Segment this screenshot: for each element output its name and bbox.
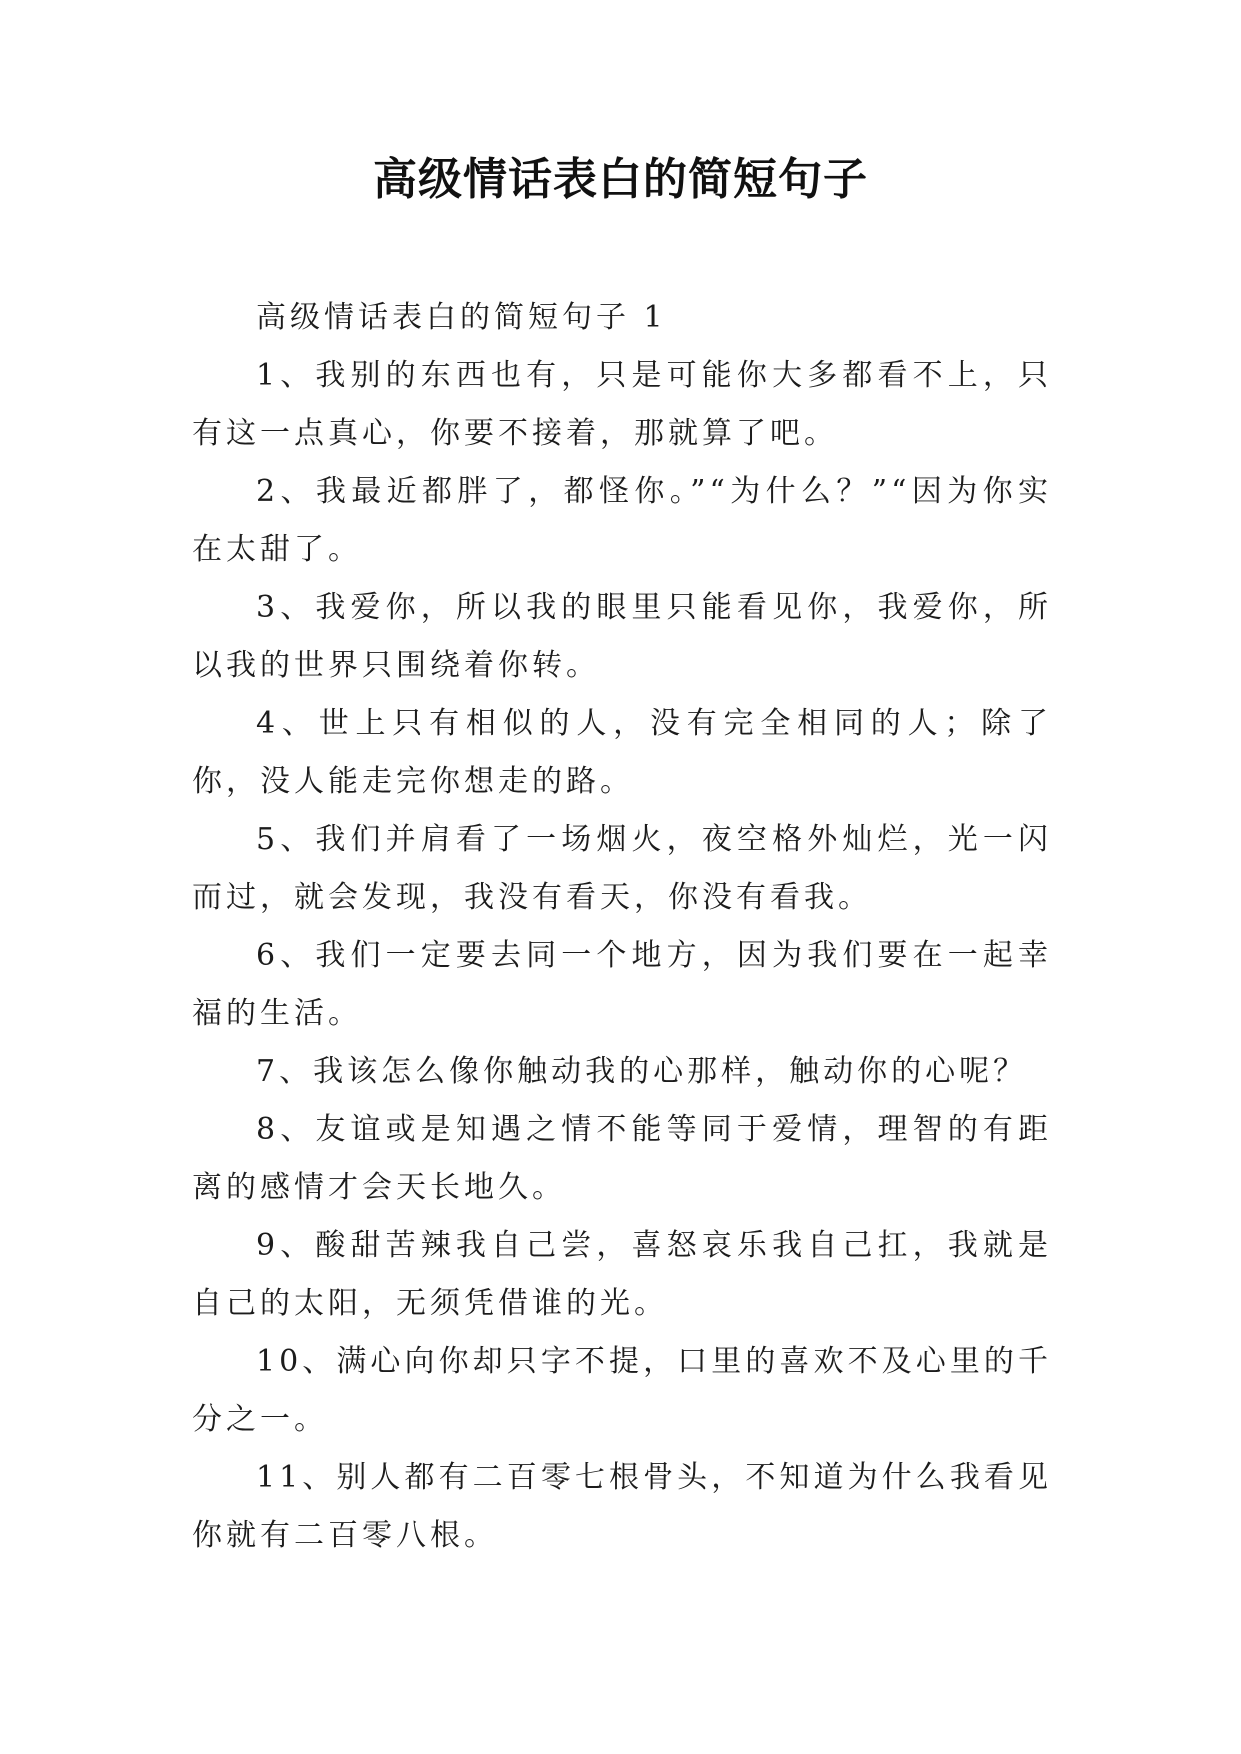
paragraph-4: 4、世上只有相似的人，没有完全相同的人；除了你，没人能走完你想走的路。 (192, 706, 1052, 799)
paragraph-10: 10、满心向你却只字不提，口里的喜欢不及心里的千分之一。 (192, 1344, 1052, 1437)
paragraph-11: 11、别人都有二百零七根骨头，不知道为什么我看见你就有二百零八根。 (192, 1460, 1052, 1553)
document-title: 高级情话表白的简短句子 (373, 154, 868, 205)
paragraph-7: 7、我该怎么像你触动我的心那样，触动你的心呢？ (256, 1054, 1028, 1089)
paragraph-9: 9、酸甜苦辣我自己尝，喜怒哀乐我自己扛，我就是自己的太阳，无须凭借谁的光。 (192, 1228, 1052, 1321)
paragraph-5: 5、我们并肩看了一场烟火，夜空格外灿烂，光一闪而过，就会发现，我没有看天，你没有看我。 (192, 822, 1052, 915)
paragraph-1: 1、我别的东西也有，只是可能你大多都看不上，只有这一点真心，你要不接着，那就算了吧。 (192, 358, 1052, 451)
paragraph-3: 3、我爱你，所以我的眼里只能看见你，我爱你，所以我的世界只围绕着你转。 (192, 590, 1052, 683)
paragraph-8: 8、友谊或是知遇之情不能等同于爱情，理智的有距离的感情才会天长地久。 (192, 1112, 1052, 1205)
paragraph-6: 6、我们一定要去同一个地方，因为我们要在一起幸福的生活。 (192, 938, 1052, 1031)
paragraph-2: 2、我最近都胖了，都怪你。”“为什么？”“因为你实在太甜了。 (192, 474, 1052, 567)
document-body (192, 289, 1052, 1565)
section-heading: 高级情话表白的简短句子 1 (256, 300, 667, 335)
